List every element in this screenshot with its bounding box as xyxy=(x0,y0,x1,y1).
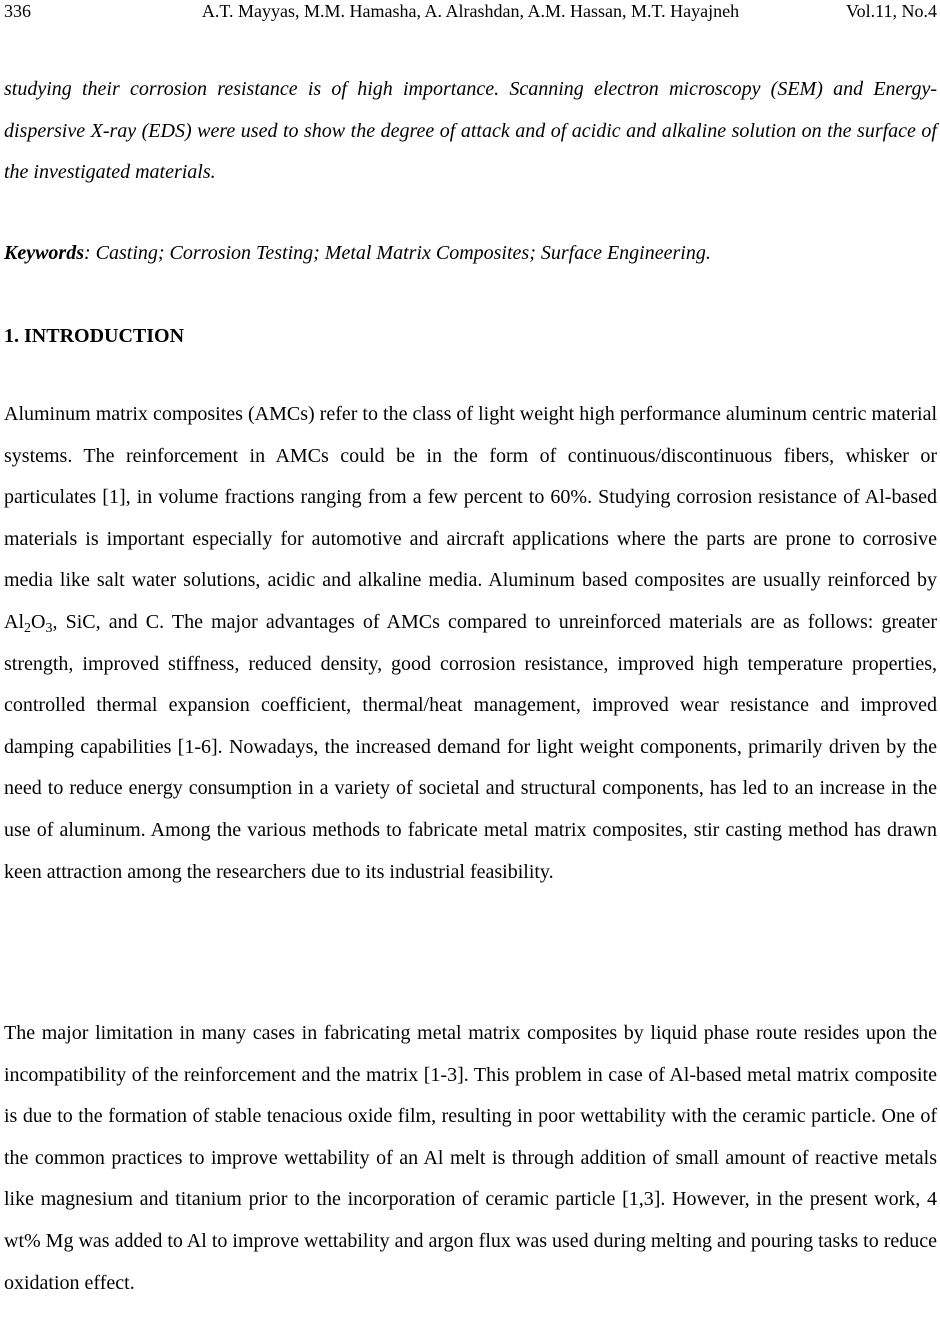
section-heading: 1. INTRODUCTION xyxy=(4,325,185,347)
keywords-line xyxy=(4,233,937,275)
formula-al2o3: $Al_2O_3$ xyxy=(4,610,53,636)
header-authors: A.T. Mayyas, M.M. Hamasha, A. Alrashdan, A.M. Hassan, M.T. Hayajneh xyxy=(201,1,740,21)
keywords-label: Keywords xyxy=(4,242,84,264)
keywords-text: : Casting; Corrosion Testing; Metal Matrix Composites; Surface Engineering. xyxy=(84,242,711,264)
page-number: 336 xyxy=(4,1,31,21)
header-volume: Vol.11, No.4 xyxy=(845,1,937,21)
intro-paragraph-2: The major limitation in many cases in fabricating metal matrix composites by liquid phase route resides upon the incompatibility of the reinforcement and the matrix [1-3]. This problem in case of Al-based metal matrix composite is due to the formation of stable tenacious oxide film, resulting in poor wettability with the ceramic particle. One of the common practices to improve wettability of an Al melt is through addition of small amount of reactive metals like magnesium and titanium prior to the incorporation of ceramic particle [1,3]. However, in the present work, 4 wt% Mg was added to Al to improve wettability and argon flux was used during melting and pouring tasks to reduce oxidation effect. xyxy=(4,1022,937,1294)
abstract-continuation: studying their corrosion resistance is of high importance. Scanning electron microscopy (SEM) and Energy-dispersive X-ray (EDS) were used to show the degree of attack and of acidic and alkaline solution on the surface of the investigated materials. xyxy=(4,78,937,184)
intro-paragraph-1 xyxy=(4,394,937,893)
running-header xyxy=(4,0,937,30)
paper-page xyxy=(4,0,937,1294)
intro-p1-text-b: , SiC, and C. The major advantages of AMCs compared to unreinforced materials are as follows: greater strength, improved stiffness, reduced density, good corrosion resistance, improved high temperature properties, controlled thermal expansion coefficient, thermal/heat management, improved wear resistance and improved damping capabilities [1-6]. Nowadays, the increased demand for light weight components, primarily driven by the need to reduce energy consumption in a variety of societal and structural components, has led to an increase in the use of aluminum. Among the various methods to fabricate metal matrix composites, stir casting method has drawn keen attraction among the researchers due to its industrial feasibility. xyxy=(4,610,937,883)
intro-p1-text-a: Aluminum matrix composites (AMCs) refer to the class of light weight high performance aluminum centric material systems. The reinforcement in AMCs could be in the form of continuous/discontinuous fibers, whisker or particulates [1], in volume fractions ranging from a few percent to 60%. Studying corrosion resistance of Al-based materials is important especially for automotive and aircraft applications where the parts are prone to corrosive media like salt water solutions, acidic and alkaline media. Aluminum based composites are usually reinforced by xyxy=(4,403,937,592)
